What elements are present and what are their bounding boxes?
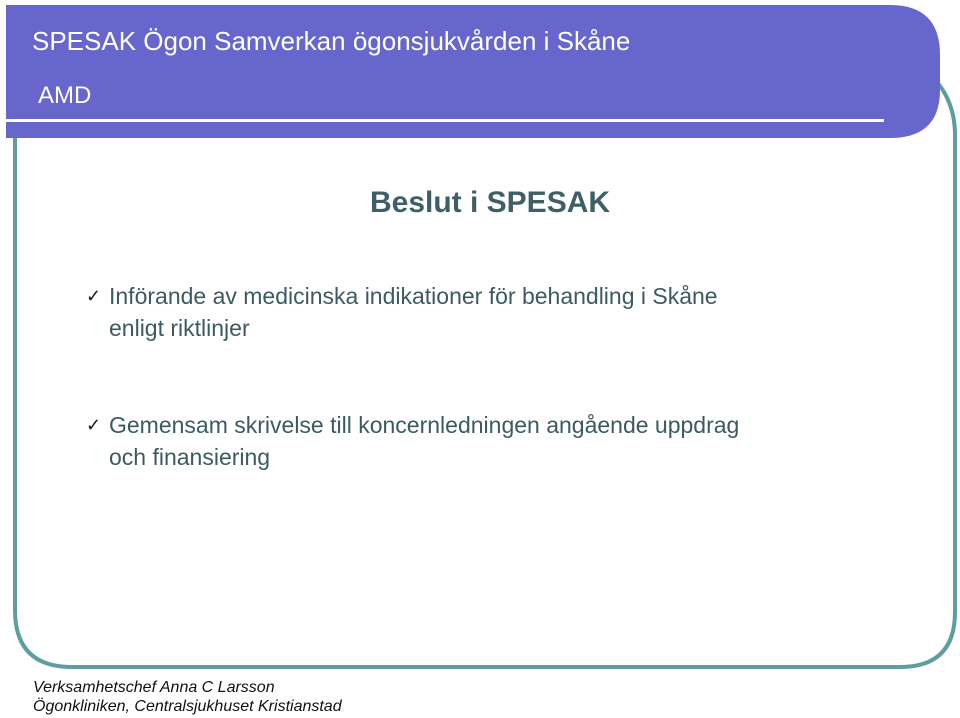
bullet-item [86,280,886,344]
bullet-text: Gemensam skrivelse till koncernledningen angående uppdrag och finansiering [109,412,740,470]
bullet-text: Införande av medicinska indikationer för behandling i Skåne enligt riktlinjer [109,283,718,341]
header-separator [6,119,884,122]
header-band [6,5,940,138]
checkmark-icon: ✓ [86,415,102,435]
bullet-item [86,409,886,473]
slide-title: Beslut i SPESAK [369,186,611,219]
frame-border [15,70,955,667]
footer-affiliation: Ögonkliniken, Centralsjukhuset Kristianstad [33,698,342,715]
header-subtitle: AMD [38,82,92,109]
checkmark-icon: ✓ [86,286,102,306]
header-title: SPESAK Ögon Samverkan ögonsjukvården i Skåne [32,26,631,56]
footer-author: Verksamhetschef Anna C Larsson [33,679,275,696]
